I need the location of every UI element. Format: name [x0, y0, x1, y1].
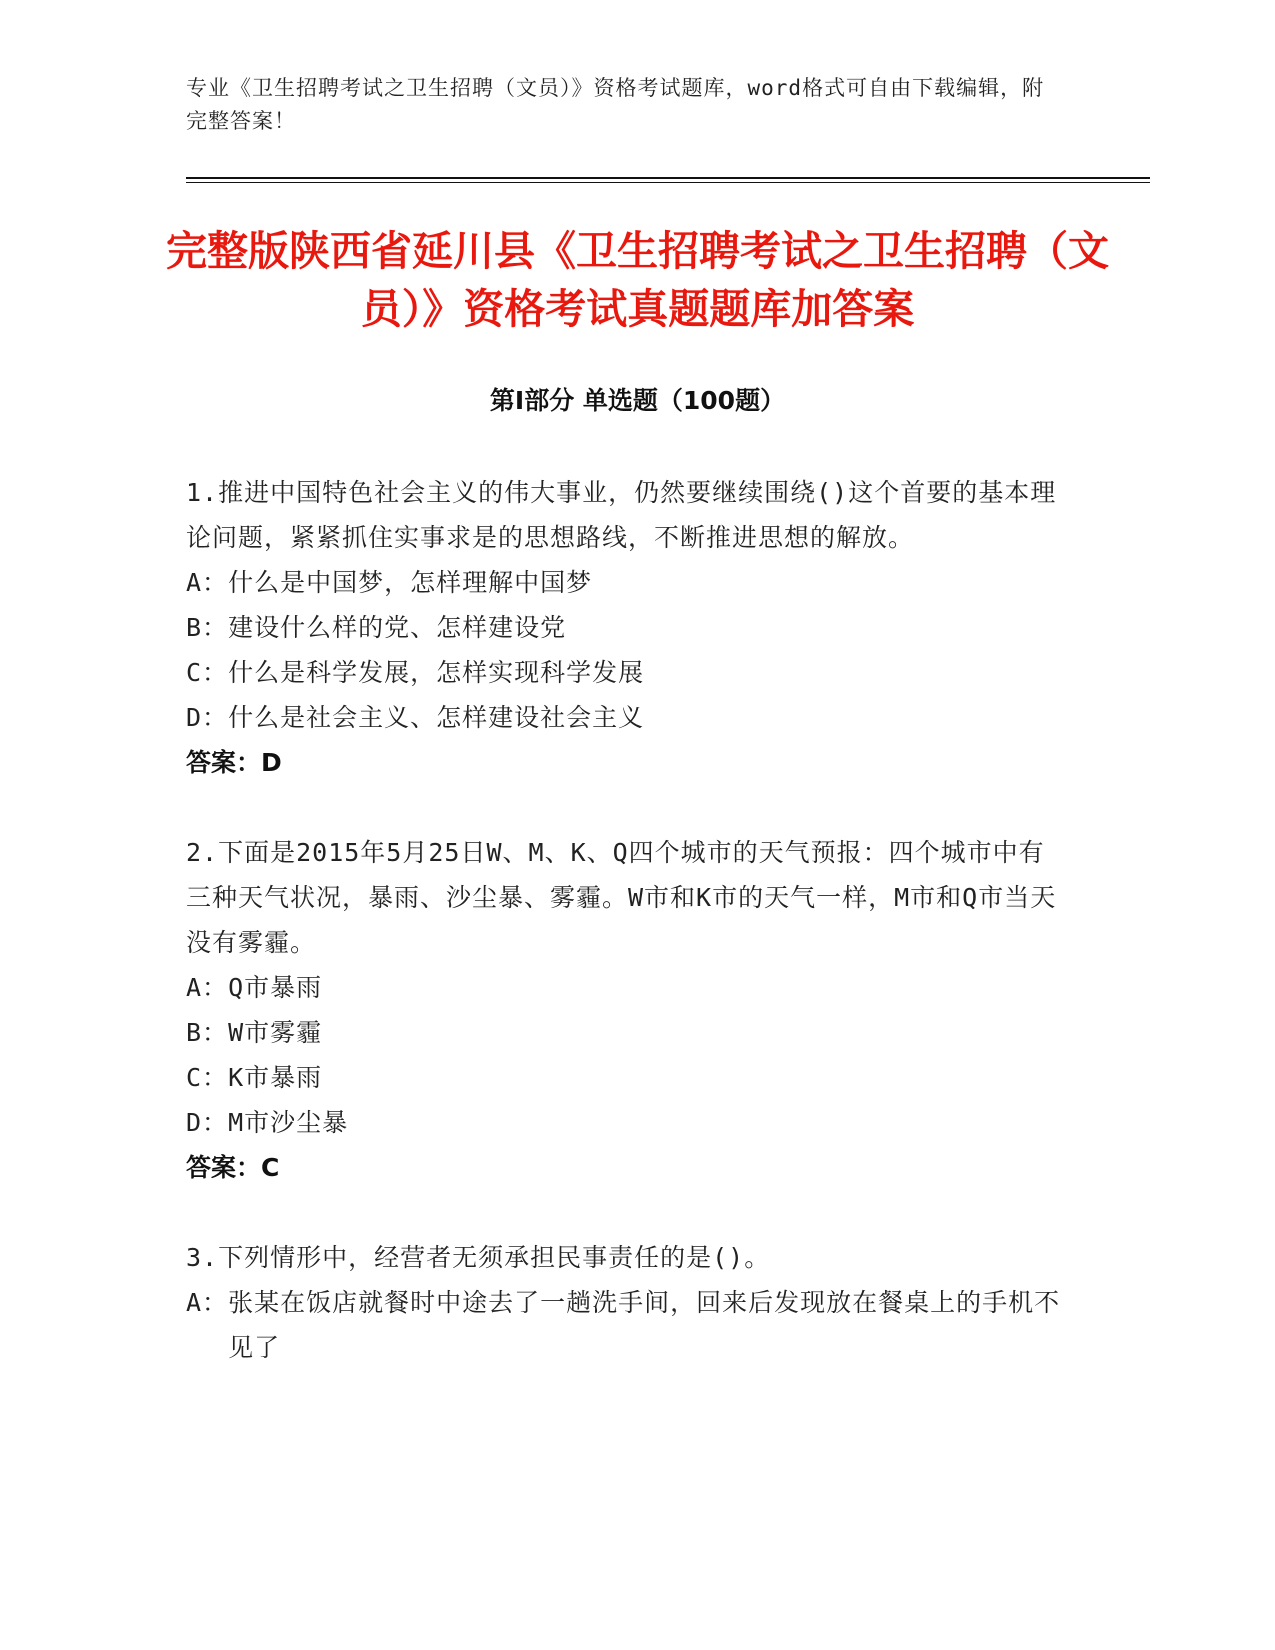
- option-text: 建设什么样的党、怎样建设党: [228, 613, 567, 642]
- option-text: 什么是社会主义、怎样建设社会主义: [228, 703, 645, 732]
- option-c: [186, 650, 1066, 695]
- option-b: [186, 605, 1066, 650]
- option-letter: D：: [186, 703, 229, 732]
- option-a: [186, 965, 1066, 1010]
- header-note: 专业《卫生招聘考试之卫生招聘（文员）》资格考试题库，word格式可自由下载编辑，附完整答案！: [186, 76, 1045, 133]
- question-text: 1.推进中国特色社会主义的伟大事业，仍然要继续围绕()这个首要的基本理论问题，紧紧抓住实事求是的思想路线，不断推进思想的解放。: [186, 478, 1057, 552]
- answer-line: [186, 1145, 1066, 1190]
- option-text: 张某在饭店就餐时中途去了一趟洗手间，回来后发现放在餐桌上的手机不见了: [228, 1288, 1061, 1362]
- header-divider-thick: [186, 177, 1150, 179]
- option-a: [186, 560, 1066, 605]
- option-text: 什么是中国梦，怎样理解中国梦: [228, 568, 593, 597]
- option-d: [186, 695, 1066, 740]
- question-3: [186, 1235, 1066, 1370]
- question-list: [186, 470, 1066, 1415]
- option-a: [186, 1280, 1066, 1370]
- option-letter: C：: [186, 1063, 229, 1092]
- option-d: [186, 1100, 1066, 1145]
- option-letter: A：: [186, 1288, 229, 1317]
- answer-value: C: [261, 1153, 280, 1182]
- question-1: [186, 470, 1066, 785]
- option-text: 什么是科学发展，怎样实现科学发展: [228, 658, 645, 687]
- question-text: 3.下列情形中，经营者无须承担民事责任的是()。: [186, 1243, 771, 1272]
- option-text: Q市暴雨: [228, 973, 323, 1002]
- header-divider-thin: [186, 182, 1150, 183]
- section-title: 第Ⅰ部分 单选题（100题）: [489, 386, 786, 415]
- option-letter: B：: [186, 1018, 229, 1047]
- answer-value: D: [261, 748, 282, 777]
- answer-line: [186, 740, 1066, 785]
- option-letter: C：: [186, 658, 229, 687]
- answer-prefix: 答案：: [186, 1153, 262, 1182]
- option-letter: A：: [186, 973, 229, 1002]
- document-title: 完整版陕西省延川县《卫生招聘考试之卫生招聘（文员）》资格考试真题题库加答案: [166, 227, 1109, 333]
- option-c: [186, 1055, 1066, 1100]
- option-text: W市雾霾: [228, 1018, 323, 1047]
- answer-prefix: 答案：: [186, 748, 262, 777]
- option-letter: D：: [186, 1108, 229, 1137]
- option-text: K市暴雨: [228, 1063, 323, 1092]
- option-b: [186, 1010, 1066, 1055]
- question-text: 2.下面是2015年5月25日W、M、K、Q四个城市的天气预报：四个城市中有三种天气状况，暴雨、沙尘暴、雾霾。W市和K市的天气一样，M市和Q市当天没有雾霾。: [186, 838, 1057, 957]
- option-letter: A：: [186, 568, 229, 597]
- option-letter: B：: [186, 613, 229, 642]
- question-2: [186, 830, 1066, 1190]
- option-text: M市沙尘暴: [228, 1108, 349, 1137]
